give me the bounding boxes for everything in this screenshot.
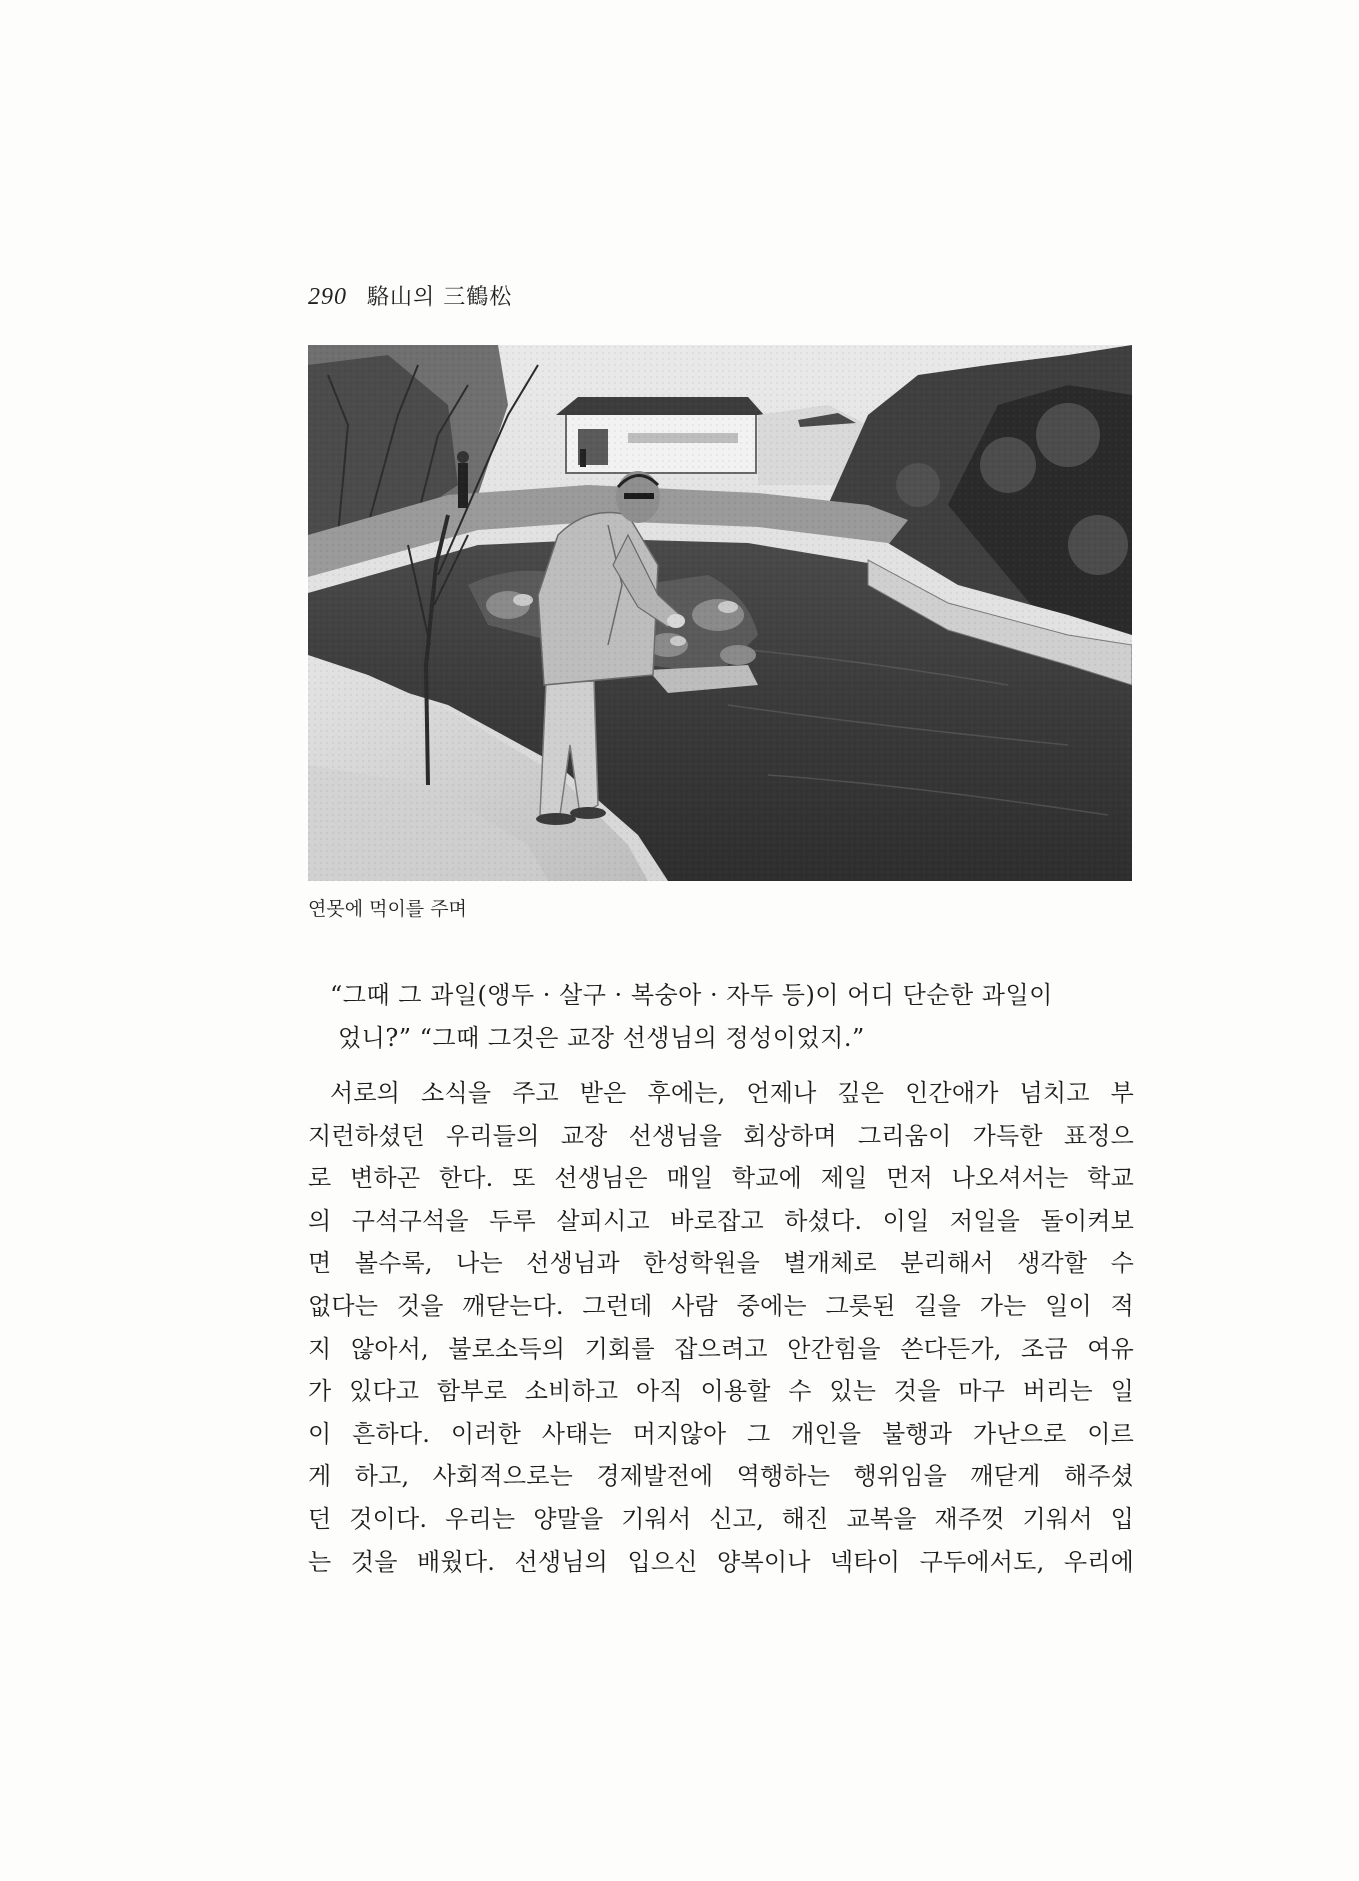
- body-line: 지 않아서, 불로소득의 기회를 잡으려고 안간힘을 쓴다든가, 조금 여유: [308, 1334, 1134, 1363]
- running-header: [308, 280, 512, 311]
- quote-block: [330, 974, 1138, 1060]
- body-line: 지런하셨던 우리들의 교장 선생님을 회상하며 그리움이 가득한 표정으: [308, 1121, 1134, 1150]
- photo-pond-feeding: [308, 345, 1132, 881]
- body-line: 가 있다고 함부로 소비하고 아직 이용할 수 있는 것을 마구 버리는 일: [308, 1377, 1134, 1406]
- running-title: 駱山의 三鶴松: [367, 285, 513, 310]
- photo-caption: 연못에 먹이를 주며: [308, 898, 467, 920]
- body-line: 면 볼수록, 나는 선생님과 한성학원을 별개체로 분리해서 생각할 수: [308, 1249, 1134, 1278]
- body-line: 의 구석구석을 두루 살피시고 바로잡고 하셨다. 이일 저일을 돌이켜보: [308, 1206, 1134, 1235]
- quote-line: “그때 그 과일(앵두 · 살구 · 복숭아 · 자두 등)이 어디 단순한 과일이: [330, 981, 1053, 1009]
- quote-line: 었니?” “그때 그것은 교장 선생님의 정성이었지.”: [338, 1024, 865, 1052]
- body-paragraph: [308, 1072, 1134, 1583]
- body-line: 게 하고, 사회적으로는 경제발전에 역행하는 행위임을 깨닫게 해주셨: [308, 1462, 1134, 1491]
- body-line: 로 변하곤 한다. 또 선생님은 매일 학교에 제일 먼저 나오셔서는 학교: [308, 1164, 1134, 1193]
- page-number: 290: [308, 284, 347, 310]
- body-line: 이 흔하다. 이러한 사태는 머지않아 그 개인을 불행과 가난으로 이르: [308, 1419, 1134, 1448]
- body-line: 던 것이다. 우리는 양말을 기워서 신고, 해진 교복을 재주껏 기워서 입: [308, 1504, 1134, 1533]
- body-line: 서로의 소식을 주고 받은 후에는, 언제나 깊은 인간애가 넘치고 부: [330, 1079, 1134, 1107]
- body-line: 는 것을 배웠다. 선생님의 입으신 양복이나 넥타이 구두에서도, 우리에: [308, 1547, 1134, 1576]
- body-line: 없다는 것을 깨닫는다. 그런데 사람 중에는 그릇된 길을 가는 일이 적: [308, 1291, 1134, 1320]
